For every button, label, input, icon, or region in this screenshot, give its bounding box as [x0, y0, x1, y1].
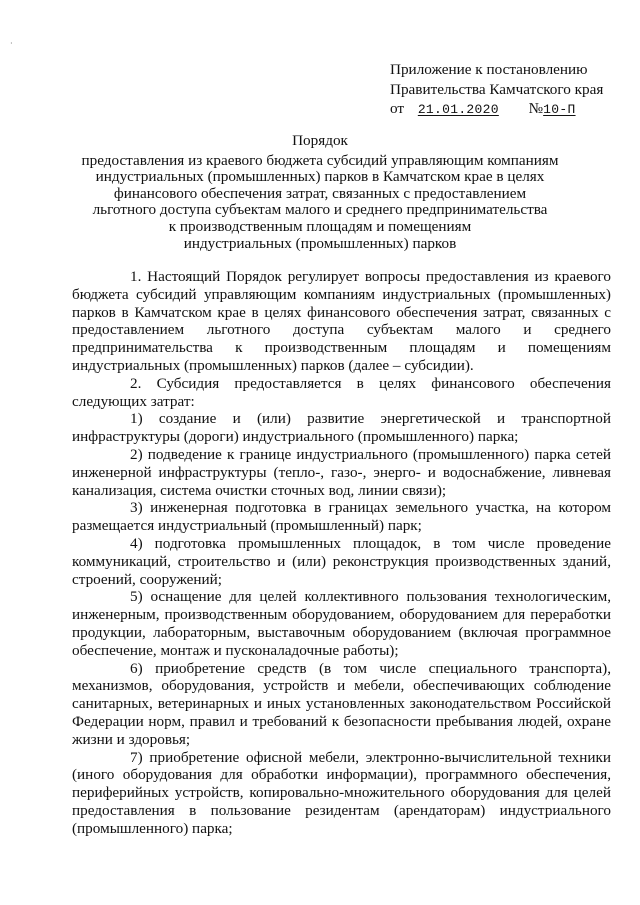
list-item-4: 4) подготовка промышленных площадок, в том числе проведение коммуникаций, строительство и (или) реконструкция производственных зданий, строений, сооружений;: [72, 534, 611, 588]
title-line: индустриальных (промышленных) парков в Камчатском крае в целях: [95, 168, 545, 186]
annex-line-1: Приложение к постановлению: [390, 61, 588, 78]
title-line: индустриальных (промышленных) парков: [183, 234, 457, 252]
paragraph-1: 1. Настоящий Порядок регулирует вопросы предоставления из краевого бюджета субсидий управляющим компаниям индустриальных (промышленных) парков в Камчатском крае в целях финансового обеспечения затрат, связанных с предоставлением льготного доступа субъектам малого и среднего предпринимательства к производственным площадям и помещениям индустриальных (промышленных) парков (далее – субсидии).: [72, 268, 611, 374]
title-line: финансового обеспечения затрат, связанных с предоставлением: [113, 184, 527, 202]
annex-number-label: №: [528, 100, 544, 117]
document-body: [72, 268, 611, 838]
list-item-1: 1) создание и (или) развитие энергетической и транспортной инфраструктуры (дороги) индустриального (промышленного) парка;: [72, 410, 611, 446]
annex-date: 21.01.2020: [417, 102, 499, 117]
annex-line-2: Правительства Камчатского края: [390, 80, 604, 98]
title-line: льготного доступа субъектам малого и среднего предпринимательства: [92, 201, 548, 219]
annex-from-label: от: [390, 100, 405, 117]
paragraph-2: 2. Субсидия предоставляется в целях финансового обеспечения следующих затрат:: [72, 374, 611, 410]
scan-mark: ·: [10, 39, 13, 48]
list-item-5: 5) оснащение для целей коллективного пользования технологическим, инженерным, производственным оборудованием, оборудованием для переработки продукции, лабораторным, выставочным оборудованием (включая программное обеспечение, монтаж и пусконаладочные работы);: [72, 588, 611, 659]
title-line: к производственным площадям и помещениям: [168, 217, 472, 235]
annex-date-line: [390, 99, 630, 120]
annex-number: 10-П: [543, 102, 576, 117]
document-title: [80, 133, 560, 252]
annex-header: [390, 60, 630, 120]
title-heading: Порядок: [292, 132, 348, 149]
list-item-3: 3) инженерная подготовка в границах земельного участка, на котором размещается индустриальный (промышленный) парк;: [72, 499, 611, 535]
list-item-2: 2) подведение к границе индустриального (промышленного) парка сетей инженерной инфраструктуры (тепло-, газо-, энерго- и водоснабжение, ливневая канализация, система очистки сточных вод, линии связи);: [72, 445, 611, 499]
title-line: предоставления из краевого бюджета субсидий управляющим компаниям: [81, 151, 559, 169]
list-item-6: 6) приобретение средств (в том числе специального транспорта), механизмов, оборудования, устройств и мебели, обеспечивающих соблюдение санитарных, ветеринарных и иных установленных законодательством Российской Федерации норм, правил и требований к безопасности пребывания людей, охране жизни и здоровья;: [72, 659, 611, 748]
list-item-7: 7) приобретение офисной мебели, электронно-вычислительной техники (иного оборудования для обработки информации), программного обеспечения, периферийных устройств, копировально-множительного оборудования для целей предоставления в пользование резидентам (арендаторам) индустриального (промышленного) парка;: [72, 748, 611, 837]
